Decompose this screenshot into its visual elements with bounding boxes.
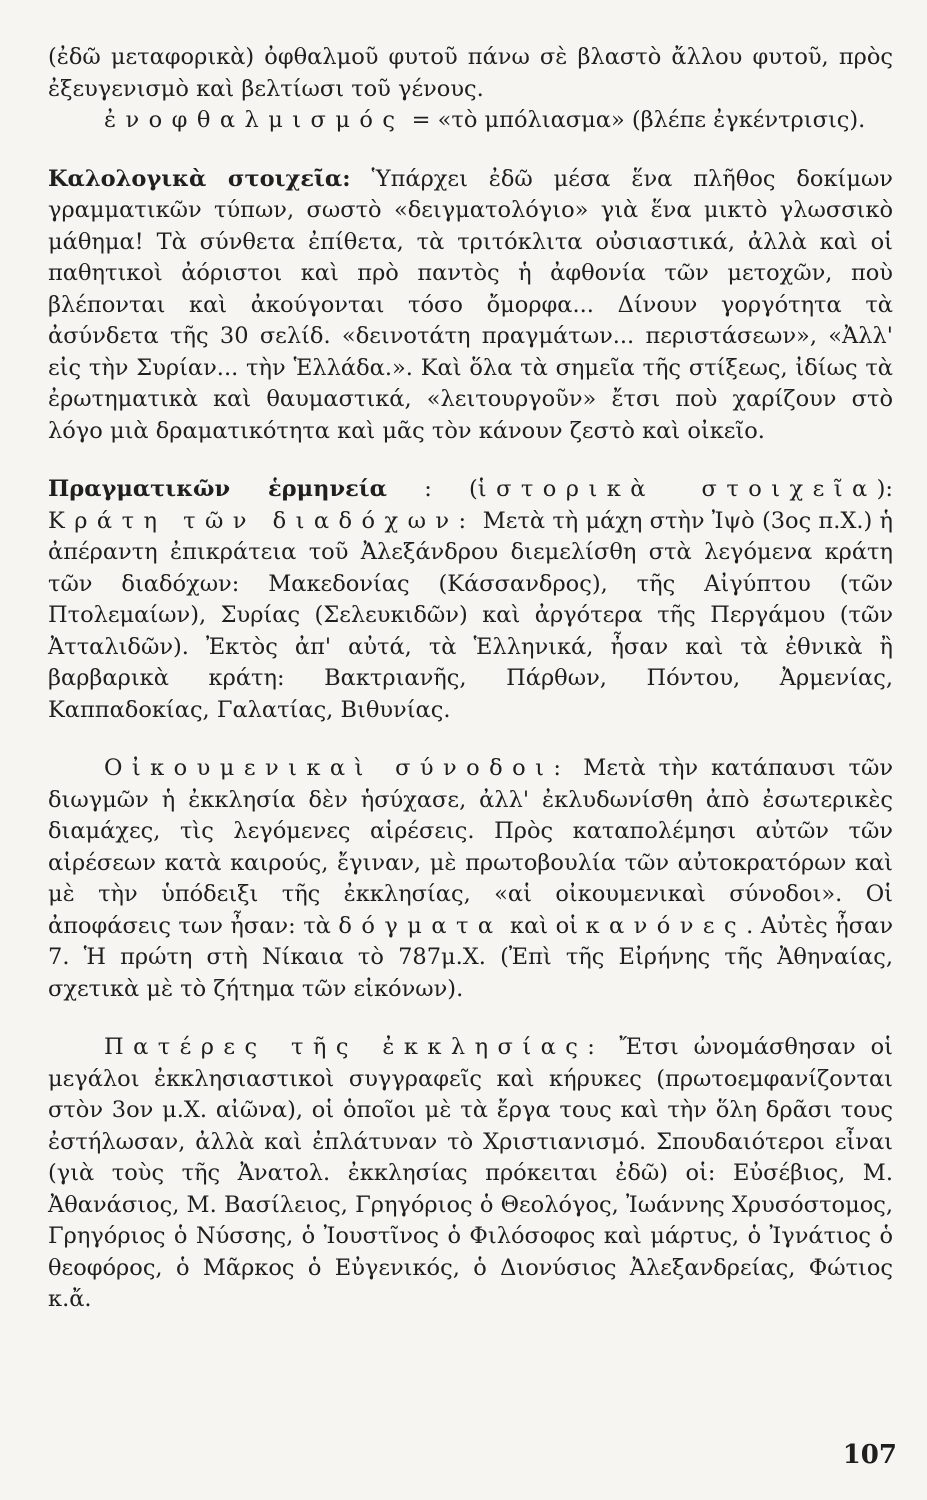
spaced-term: κανόνες [585,912,747,939]
section-heading: Καλολογικὰ στοιχεῖα: [48,165,351,192]
spaced-term: δόγματα [338,912,503,939]
body-text [48,42,893,1316]
paragraph-text: καὶ οἱ [502,912,586,939]
paragraph-text: ): [876,476,893,502]
spaced-term: Οἰκουμενικαὶ σύνοδοι: [104,755,571,781]
spaced-term: Πατέρες τῆς ἐκκλησίας: [104,1034,605,1060]
section-heading: Πραγματικῶν ἑρμηνεία [48,476,387,502]
paragraph [48,753,893,1005]
paragraph [48,42,893,105]
paragraph-text: Μετὰ τὴν κατάπαυσι τῶν διωγμῶν ἡ ἐκκλησία δὲν ἡσύχασε, ἀλλ' ἐκλυδωνίσθη ἀπὸ ἐσωτερικὲς διαμάχες, τὶς λεγόμενες αἱρέσεις. Πρὸς καταπολέμησι αὐτῶν τῶν αἱρέσεων κατὰ καιρούς, ἔγιναν, μὲ πρωτοβουλία τῶν αὐτοκρατόρων καὶ μὲ τὴν ὑπόδειξι τῆς ἐκκλησίας, «αἱ οἰκουμενικαὶ σύνοδοι». Οἱ ἀποφάσεις των ἦσαν: τὰ [48,755,893,939]
spaced-term: ἐνοφθαλμισμός [104,107,405,133]
paragraph-text: Ἔτσι ὠνομάσθησαν οἱ μεγάλοι ἐκκλησιαστικοὶ συγγραφεῖς καὶ κήρυκες (πρωτοεμφανίζονται στὸν 3ον μ.Χ. αἰῶνα), οἱ ὁποῖοι μὲ τὰ ἔργα τους καὶ τὴν ὅλη δρᾶσι τους ἐστήλωσαν, ἀλλὰ καὶ ἐπλάτυναν τὸ Χριστιανισμό. Σπουδαιότεροι εἶναι (γιὰ τοὺς τῆς Ἀνατολ. ἐκκλησίας πρόκειται ἐδῶ) οἱ: Εὐσέβιος, Μ. Ἀθανάσιος, Μ. Βασίλειος, Γρηγόριος ὁ Θεολόγος, Ἰωάννης Χρυσόστομος, Γρηγόριος ὁ Νύσσης, ὁ Ἰουστῖνος ὁ Φιλόσοφος καὶ μάρτυς, ὁ Ἰγνάτιος ὁ θεοφόρος, ὁ Μᾶρκος ὁ Εὐγενικός, ὁ Διονύσιος Ἀλεξανδρείας, Φώτιος κ.ἄ. [48,1034,893,1312]
paragraph [48,474,893,726]
paragraph-text: = «τὸ μπόλιασμα» (βλέπε ἐγκέντρισις). [404,107,866,133]
paragraph [48,105,893,137]
paragraph-text: (ἐδῶ μεταφορικὰ) ὀφθαλμοῦ φυτοῦ πάνω σὲ βλαστὸ ἄλλου φυτοῦ, πρὸς ἐξευγενισμὸ καὶ βελτίωσι τοῦ γένους. [48,44,893,102]
page-number: 107 [842,1440,897,1470]
paragraph-text: . Αὐτὲς ἦσαν 7. Ἡ πρώτη στὴ Νίκαια τὸ 787μ.Χ. (Ἐπὶ τῆς Εἰρήνης τῆς Ἀθηναίας, σχετικὰ μὲ τὸ ζήτημα τῶν εἰκόνων). [48,912,894,1002]
paragraph-text: Μετὰ τὴ μάχη στὴν Ἰψὸ (3ος π.Χ.) ἡ ἀπέραντη ἐπικράτεια τοῦ Ἀλεξάνδρου διεμελίσθη στὰ λεγόμενα κράτη τῶν διαδόχων: Μακεδονίας (Κάσσανδρος), τῆς Αἰγύπτου (τῶν Πτολεμαίων), Συρίας (Σελευκιδῶν) καὶ ἀργότερα τῆς Περγάμου (τῶν Ἀτταλιδῶν). Ἐκτὸς ἀπ' αὐτά, τὰ Ἑλληνικά, ἦσαν καὶ τὰ ἐθνικὰ ἢ βαρβαρικὰ κράτη: Βακτριανῆς, Πάρθων, Πόντου, Ἀρμενίας, Καππαδοκίας, Γαλατίας, Βιθυνίας. [48,507,893,723]
spaced-term: Κράτη τῶν διαδόχων: [48,507,476,534]
spaced-term: ἱστορικὰ στοιχεῖα [477,476,877,502]
paragraph [48,1032,893,1316]
paragraph [48,164,893,448]
paragraph-text: Ὑπάρχει ἐδῶ μέσα ἕνα πλῆθος δοκίμων γραμματικῶν τύπων, σωστὸ «δειγματολόγιο» γιὰ ἕνα μικτὸ γλωσσικὸ μάθημα! Τὰ σύνθετα ἐπίθετα, τὰ τριτόκλιτα οὐσιαστικά, ἀλλὰ καὶ οἱ παθητικοὶ ἀόριστοι καὶ πρὸ παντὸς ἡ ἀφθονία τῶν μετοχῶν, ποὺ βλέπονται καὶ ἀκούγονται τόσο ὄμορφα... Δίνουν γοργότητα τὰ ἀσύνδετα τῆς 30 σελίδ. «δεινοτάτη πραγμάτων... περιστάσεων», «Ἀλλ' εἰς τὴν Συρίαν... τὴν Ἑλλάδα.». Καὶ ὅλα τὰ σημεῖα τῆς στίξεως, ἰδίως τὰ ἐρωτηματικὰ καὶ θαυμαστικά, «λειτουργοῦν» ἔτσι ποὺ χαρίζουν στὸ λόγο μιὰ δραματικότητα καὶ μᾶς τὸν κάνουν ζεστὸ καὶ οἰκεῖο. [48,165,893,444]
paragraph-text: : ( [386,476,478,502]
